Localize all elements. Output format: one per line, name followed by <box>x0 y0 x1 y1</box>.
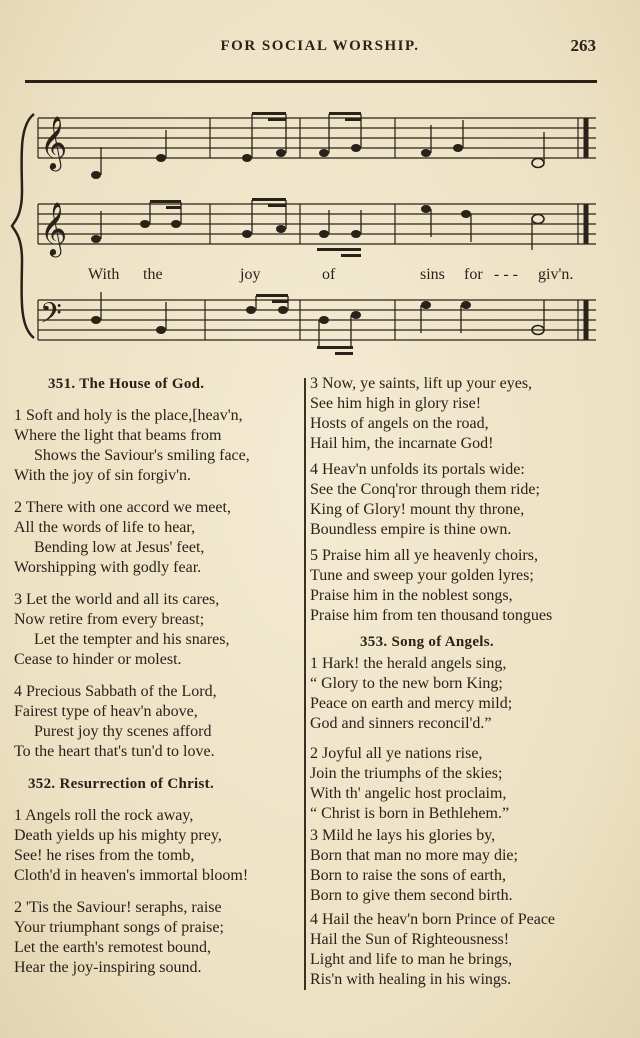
verse-line: Hail the Sun of Righteousness! <box>310 931 510 948</box>
stanza <box>14 806 300 886</box>
verse-line: Praise him from ten thousand tongues <box>310 607 553 624</box>
verse-line: Fairest type of heav'n above, <box>14 703 198 720</box>
verse-line: Born that man no more may die; <box>310 847 518 864</box>
verse-line: Ris'n with healing in his wings. <box>310 971 512 988</box>
lyric-word: joy <box>240 266 261 283</box>
verse-line: Cease to hinder or molest. <box>14 651 182 668</box>
verse-line: 1 Hark! the herald angels sing, <box>310 655 507 672</box>
verse-line: Bending low at Jesus' feet, <box>34 539 205 556</box>
verse-line: Light and life to man he brings, <box>310 951 513 968</box>
verse-line: 3 Now, ye saints, lift up your eyes, <box>310 375 533 392</box>
lyric-word: With <box>88 266 120 283</box>
verse-line: 2 There with one accord we meet, <box>14 499 231 516</box>
stanza <box>310 654 606 734</box>
running-header: FOR SOCIAL WORSHIP. <box>220 38 420 54</box>
lyric-word: for <box>464 266 483 283</box>
notes-staff-1 <box>91 112 544 179</box>
verse-line: With th' angelic host proclaim, <box>310 785 507 802</box>
verse-line: See him high in glory rise! <box>310 395 482 412</box>
notes-staff-2 <box>91 198 544 257</box>
verse-line: Worshipping with godly fear. <box>14 559 202 576</box>
verse-line: “ Christ is born in Bethlehem.” <box>310 805 510 822</box>
verse-line: Born to give them second birth. <box>310 887 513 904</box>
staff-bass <box>38 300 596 340</box>
stanza <box>14 682 300 762</box>
verse-line: Cloth'd in heaven's immortal bloom! <box>14 867 249 884</box>
music-score <box>0 92 640 360</box>
verse-line: Praise him in the noblest songs, <box>310 587 513 604</box>
verse-line: Let the tempter and his snares, <box>34 631 230 648</box>
page-number: 263 <box>570 36 596 55</box>
hymn-title: 351. The House of God. <box>48 376 205 392</box>
verse-line: Born to raise the sons of earth, <box>310 867 506 884</box>
verse-line: Shows the Saviour's smiling face, <box>34 447 250 464</box>
lyric-word: sins <box>420 266 445 283</box>
staff-treble-2 <box>38 204 596 244</box>
verse-line: Now retire from every breast; <box>14 611 205 628</box>
verse-line: With the joy of sin forgiv'n. <box>14 467 192 484</box>
header-rule <box>25 80 597 83</box>
stanza <box>310 546 606 626</box>
lyric-word: of <box>322 266 336 283</box>
lyric-line <box>88 266 573 283</box>
stanza <box>310 910 606 990</box>
column-divider <box>304 378 306 990</box>
left-column <box>14 374 300 978</box>
system-brace <box>12 114 34 338</box>
stanza <box>14 498 300 578</box>
verse-line: See! he rises from the tomb, <box>14 847 195 864</box>
verse-line: 3 Let the world and all its cares, <box>14 591 220 608</box>
stanza <box>14 898 300 978</box>
lyric-word: - - - <box>494 266 518 283</box>
verse-line: 3 Mild he lays his glories by, <box>310 827 496 844</box>
verse-line: Purest joy thy scenes afford <box>34 723 212 740</box>
verse-line: Hear the joy-inspiring sound. <box>14 959 202 976</box>
stanza <box>310 744 606 824</box>
lyric-word: the <box>143 266 163 283</box>
verse-line: 4 Heav'n unfolds its portals wide: <box>310 461 525 478</box>
verse-line: Hosts of angels on the road, <box>310 415 489 432</box>
lyric-word: giv'n. <box>538 266 574 283</box>
verse-line: 4 Precious Sabbath of the Lord, <box>14 683 217 700</box>
stanza <box>310 826 606 906</box>
verse-line: Death yields up his mighty prey, <box>14 827 222 844</box>
verse-line: 1 Angels roll the rock away, <box>14 807 194 824</box>
stanza <box>310 460 606 540</box>
verse-line: Where the light that beams from <box>14 427 222 444</box>
verse-line: Peace on earth and mercy mild; <box>310 695 513 712</box>
verse-line: All the words of life to hear, <box>14 519 196 536</box>
verse-line: Hail him, the incarnate God! <box>310 435 494 452</box>
stanza <box>14 590 300 670</box>
staff-treble-1 <box>38 118 596 158</box>
verse-line: 1 Soft and holy is the place,[heav'n, <box>14 407 243 424</box>
notes-staff-3 <box>91 292 544 355</box>
verse-line: See the Conq'ror through them ride; <box>310 481 540 498</box>
bass-clef: 𝄢 <box>40 299 62 336</box>
verse-line: “ Glory to the new born King; <box>310 675 503 692</box>
stanza <box>310 374 606 454</box>
right-column <box>310 374 606 990</box>
verse-line: Join the triumphs of the skies; <box>310 765 503 782</box>
treble-clef: 𝄞 <box>40 117 68 168</box>
verse-line: King of Glory! mount thy throne, <box>310 501 525 518</box>
treble-clef-2: 𝄞 <box>40 203 68 254</box>
verse-line: God and sinners reconcil'd.” <box>310 715 492 732</box>
hymn-title: 352. Resurrection of Christ. <box>28 776 215 792</box>
verse-line: Tune and sweep your golden lyres; <box>310 567 534 584</box>
verse-line: Let the earth's remotest bound, <box>14 939 212 956</box>
verse-line: 2 'Tis the Saviour! seraphs, raise <box>14 899 222 916</box>
verse-line: To the heart that's tun'd to love. <box>14 743 215 760</box>
verse-line: Boundless empire is thine own. <box>310 521 512 538</box>
verse-line: 5 Praise him all ye heavenly choirs, <box>310 547 538 564</box>
hymn-title: 353. Song of Angels. <box>360 634 494 650</box>
stanza <box>14 406 300 486</box>
verse-line: 2 Joyful all ye nations rise, <box>310 745 483 762</box>
verse-line: 4 Hail the heav'n born Prince of Peace <box>310 911 556 928</box>
verse-line: Your triumphant songs of praise; <box>14 919 224 936</box>
